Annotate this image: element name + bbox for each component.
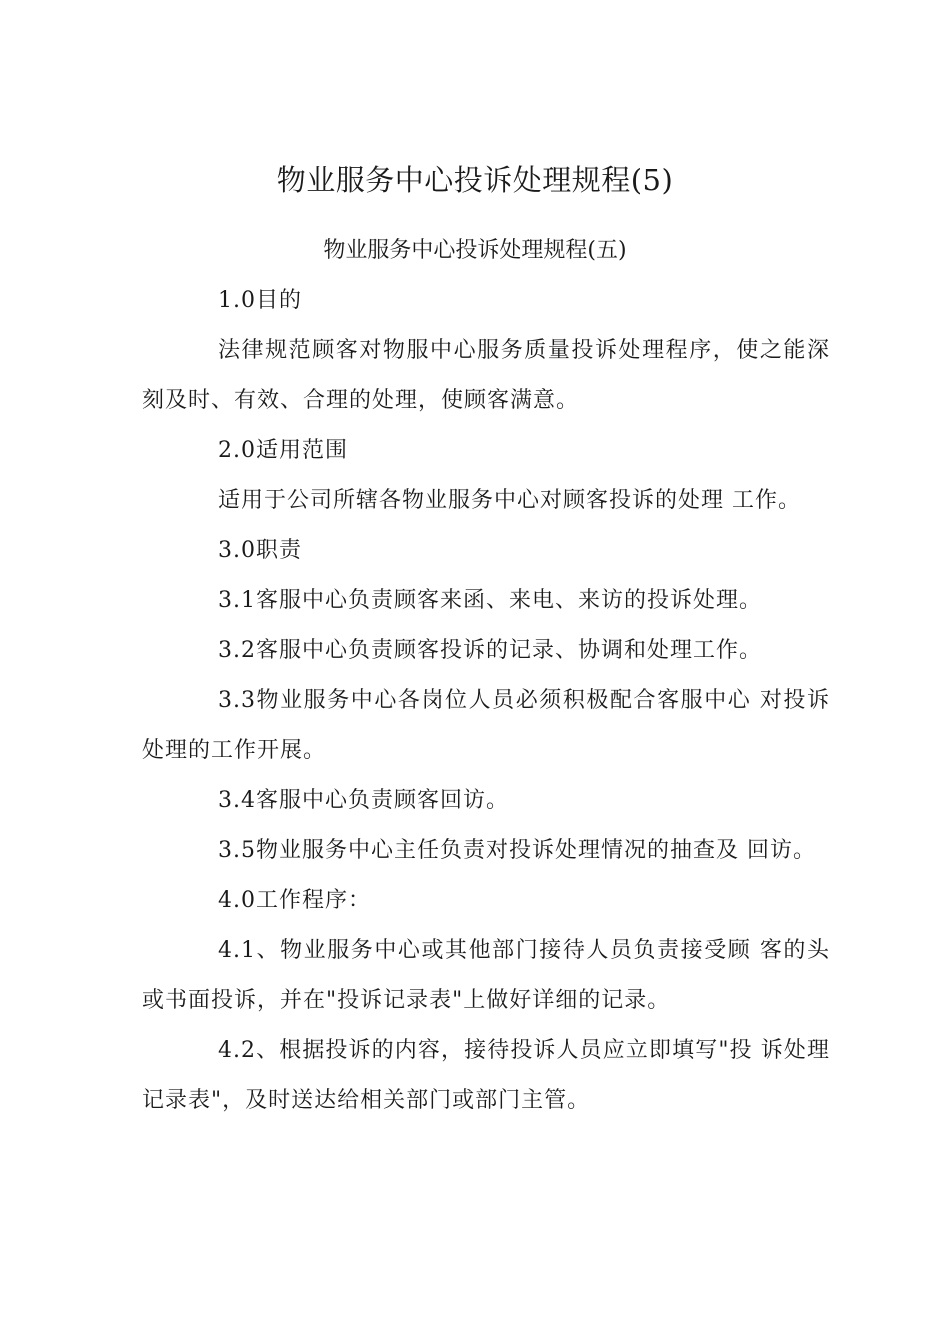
paragraph-duty-3-5: 3.5物业服务中心主任负责对投诉处理情况的抽查及 回访。: [218, 838, 816, 863]
paragraph-duty-3-1: 3.1客服中心负责顾客来函、来电、来访的投诉处理。: [218, 588, 762, 613]
paragraph-duty-3-4: 3.4客服中心负责顾客回访。: [218, 788, 509, 813]
document-title: 物业服务中心投诉处理规程(5): [276, 163, 674, 197]
section-heading-purpose: 1.0目的: [218, 288, 302, 313]
paragraph-procedure-4-1: 4.1、物业服务中心或其他部门接待人员负责接受顾 客的头或书面投诉，并在"投诉记录表"上做好详细的记录。: [142, 938, 830, 1013]
paragraph-procedure-4-2: 4.2、根据投诉的内容，接待投诉人员应立即填写"投 诉处理记录表"，及时送达给相关部门或部门主管。: [142, 1038, 830, 1113]
paragraph-duty-3-2: 3.2客服中心负责顾客投诉的记录、协调和处理工作。: [218, 638, 762, 663]
paragraph-purpose: 法律规范顾客对物服中心服务质量投诉处理程序，使之能深刻及时、有效、合理的处理，使顾客满意。: [142, 338, 830, 413]
section-heading-duties: 3.0职责: [218, 538, 302, 563]
document-body: [142, 276, 830, 1126]
section-heading-procedure: 4.0工作程序：: [218, 888, 371, 913]
paragraph-duty-3-3: 3.3物业服务中心各岗位人员必须积极配合客服中心 对投诉处理的工作开展。: [142, 688, 830, 763]
paragraph-scope: 适用于公司所辖各物业服务中心对顾客投诉的处理 工作。: [218, 488, 801, 513]
document-subtitle: 物业服务中心投诉处理规程(五): [323, 238, 627, 263]
section-heading-scope: 2.0适用范围: [218, 438, 348, 463]
